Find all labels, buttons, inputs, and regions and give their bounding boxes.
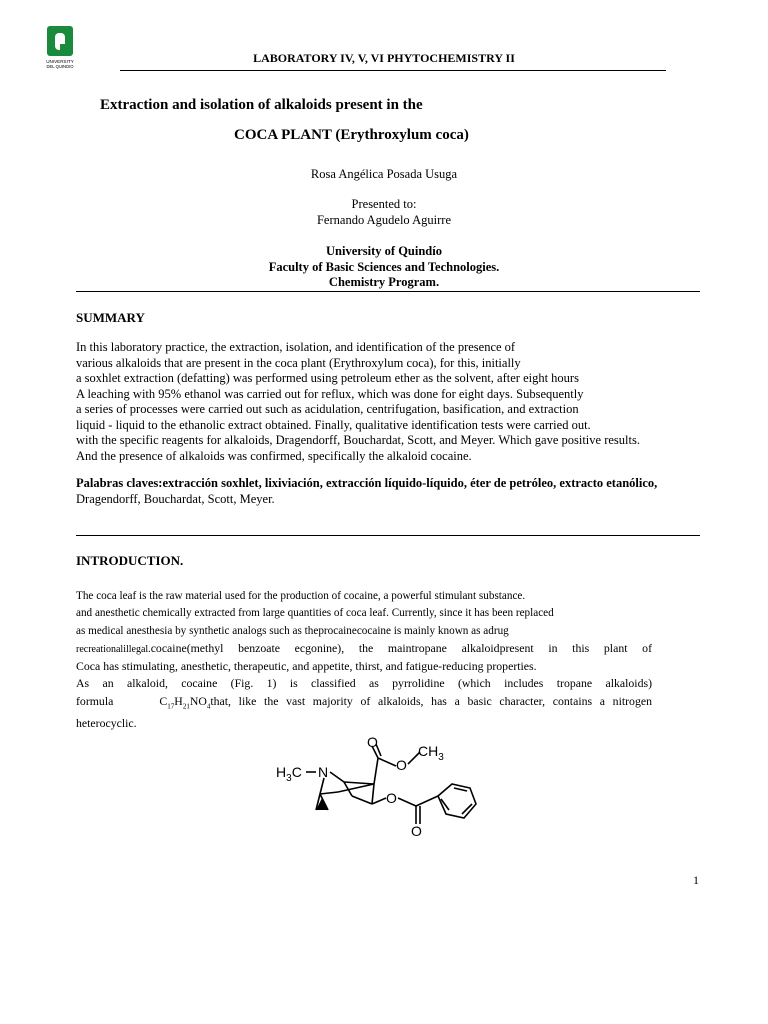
keywords <box>76 476 700 507</box>
author-name: Rosa Angélica Posada Usuga <box>310 167 458 181</box>
summary-line: a soxhlet extraction (defatting) was performed using petroleum ether as the solvent, after eight hours <box>76 371 579 385</box>
intro-line: and anesthetic chemically extracted from large quantities of coca leaf. Currently, since it has been replaced <box>76 607 554 620</box>
introduction-paragraph <box>76 588 652 733</box>
intro-line: as medical anesthesia by synthetic analogs such as theprocainecocaine is mainly known as adrug <box>76 624 509 637</box>
presented-name: Fernando Agudelo Aguirre <box>316 213 451 227</box>
presented-label: Presented to: <box>351 197 417 211</box>
oxygen-label: O <box>396 757 407 773</box>
oxygen-label: O <box>386 790 397 806</box>
oxygen-label: O <box>411 823 422 839</box>
methyl-label: $CH_3$ <box>418 743 444 763</box>
summary-line: A leaching with 95% ethanol was carried out for reflux, which was done for eight days. Subsequently <box>76 386 584 401</box>
intro-line: heterocyclic. <box>76 716 137 731</box>
summary-line: various alkaloids that are present in the coca plant (Erythroxylum coca), for this, initially <box>76 355 521 370</box>
university-name: University of Quindío <box>326 244 442 258</box>
h3c-label: $H_3C$ <box>276 764 302 784</box>
summary-paragraph <box>76 340 700 464</box>
paper-title-line2: COCA PLANT (Erythroxylum coca) <box>234 127 469 143</box>
keywords-rest: Dragendorff, Bouchardat, Scott, Meyer. <box>76 491 275 506</box>
intro-line-4a: recreationalillegal. <box>76 643 151 655</box>
cocaine-structure-figure <box>268 730 508 870</box>
course-header: LABORATORY IV, V, VI PHYTOCHEMISTRY II <box>253 51 515 65</box>
intro-line: As an alkaloid, cocaine (Fig. 1) is classified as pyrrolidine (which includes tropane alkaloids) <box>76 676 652 691</box>
intro-line: Coca has stimulating, anesthetic, therapeutic, and appetite, thirst, and fatigue-reducing properties. <box>76 659 537 674</box>
svg-text:UNIVERSITY: UNIVERSITY <box>46 59 74 64</box>
introduction-heading: INTRODUCTION. <box>76 553 184 568</box>
header-rule <box>120 70 666 71</box>
faculty-name: Faculty of Basic Sciences and Technologies. <box>268 260 500 274</box>
intro-line-4b: cocaine(methyl benzoate ecgonine), the maintropane alkaloidpresent in this plant of <box>150 640 652 655</box>
page-number: 1 <box>693 873 699 887</box>
keywords-bold: Palabras claves:extracción soxhlet, lixiviación, extracción líquido-líquido, éter de petróleo, extracto etanólico, <box>76 476 658 490</box>
summary-line: liquid - liquid to the ethanolic extract obtained. Finally, qualitative identification tests were carried out. <box>76 417 591 432</box>
paper-title-line1: Extraction and isolation of alkaloids present in the <box>100 97 423 113</box>
summary-rule <box>76 535 700 536</box>
svg-text:DEL QUINDIO: DEL QUINDIO <box>46 64 74 69</box>
chemical-formula: $C_{17}H_{21}NO_4$ <box>159 693 211 711</box>
summary-line: And the presence of alkaloids was confirmed, specifically the alkaloid cocaine. <box>76 448 472 463</box>
program-name: Chemistry Program. <box>328 275 440 289</box>
nitrogen-label: N <box>318 764 329 780</box>
affiliation-rule <box>76 291 700 292</box>
summary-line: In this laboratory practice, the extraction, isolation, and identification of the presence of <box>76 340 516 354</box>
oxygen-label: O <box>367 734 378 750</box>
summary-line: with the specific reagents for alkaloids, Dragendorff, Bouchardat, Scott, and Meyer. Which gave positive results. <box>76 433 640 447</box>
intro-formula-label: formula <box>76 693 114 708</box>
intro-line <box>76 693 652 716</box>
summary-heading: SUMMARY <box>76 310 145 325</box>
intro-line-7-rest: that, like the vast majority of alkaloids, has a basic character, contains a nitrogen <box>210 693 652 708</box>
summary-line: a series of processes were carried out such as acidulation, centrifugation, basification, and extraction <box>76 402 579 416</box>
intro-line <box>76 640 652 658</box>
intro-line: The coca leaf is the raw material used for the production of cocaine, a powerful stimulant substance. <box>76 590 526 602</box>
